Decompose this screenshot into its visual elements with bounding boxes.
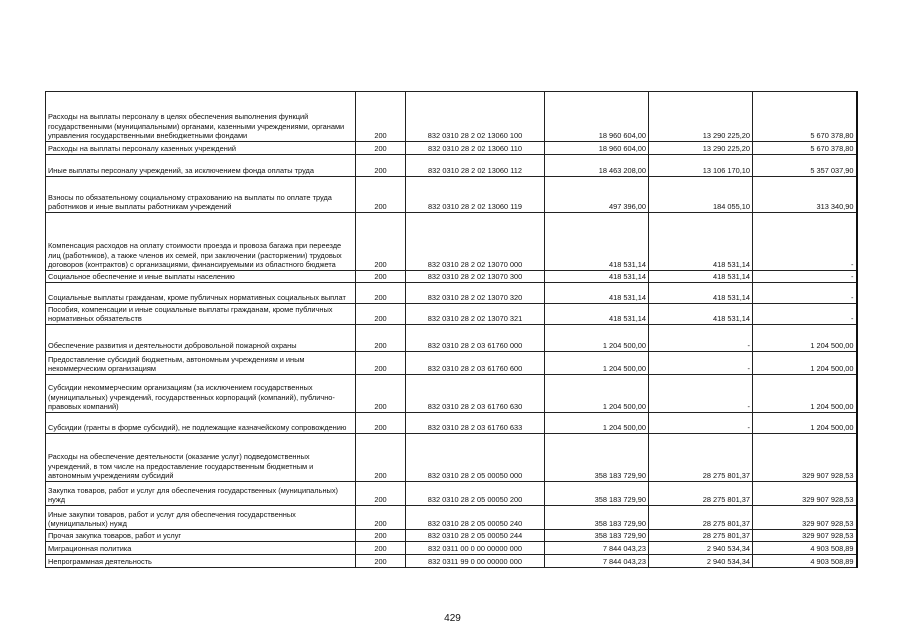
table-row: [46, 304, 857, 325]
row-executed: 28 275 801,37: [649, 506, 753, 530]
row-remaining: 5 670 378,80: [753, 92, 857, 142]
table-row: [46, 155, 857, 177]
row-budget-code: 832 0310 28 2 05 00050 200: [406, 482, 545, 506]
row-name: Непрограммная деятельность: [46, 555, 356, 568]
row-name: Расходы на выплаты персоналу казенных учреждений: [46, 142, 356, 155]
row-name: Социальные выплаты гражданам, кроме публичных нормативных социальных выплат: [46, 283, 356, 304]
table-row: [46, 434, 857, 482]
row-budget-code: 832 0310 28 2 05 00050 000: [406, 434, 545, 482]
row-budget-code: 832 0310 28 2 02 13060 110: [406, 142, 545, 155]
row-name: Взносы по обязательному социальному страхованию на выплаты по оплате труда работников и иные выплаты работникам учреждений: [46, 177, 356, 213]
row-approved: 358 183 729,90: [545, 506, 649, 530]
row-approved: 418 531,14: [545, 213, 649, 271]
row-line-code: 200: [356, 434, 406, 482]
page-number: 429: [444, 613, 461, 624]
row-remaining: 329 907 928,53: [753, 482, 857, 506]
row-approved: 18 960 604,00: [545, 142, 649, 155]
row-remaining: 5 670 378,80: [753, 142, 857, 155]
row-remaining: -: [753, 283, 857, 304]
row-executed: 418 531,14: [649, 271, 753, 283]
table-row: [46, 283, 857, 304]
row-line-code: 200: [356, 155, 406, 177]
row-budget-code: 832 0310 28 2 02 13060 100: [406, 92, 545, 142]
row-approved: 1 204 500,00: [545, 325, 649, 352]
row-executed: 28 275 801,37: [649, 482, 753, 506]
row-remaining: 5 357 037,90: [753, 155, 857, 177]
row-executed: -: [649, 325, 753, 352]
table-row: [46, 482, 857, 506]
row-name: Предоставление субсидий бюджетным, автономным учреждениям и иным некоммерческим организациям: [46, 352, 356, 375]
row-name: Иные закупки товаров, работ и услуг для обеспечения государственных (муниципальных) нужд: [46, 506, 356, 530]
table-row: [46, 375, 857, 413]
table-row: [46, 325, 857, 352]
row-name: Субсидии (гранты в форме субсидий), не подлежащие казначейскому сопровождению: [46, 413, 356, 434]
row-executed: 28 275 801,37: [649, 530, 753, 542]
table-row: [46, 271, 857, 283]
row-name: Расходы на обеспечение деятельности (оказание услуг) подведомственных учреждений, в том числе на предоставление государственным бюджетным и автономным учреждениям субсидий: [46, 434, 356, 482]
table-row: [46, 506, 857, 530]
row-budget-code: 832 0310 28 2 05 00050 244: [406, 530, 545, 542]
row-executed: 13 290 225,20: [649, 142, 753, 155]
row-name: Прочая закупка товаров, работ и услуг: [46, 530, 356, 542]
table-row: [46, 213, 857, 271]
table-row: [46, 413, 857, 434]
row-approved: 7 844 043,23: [545, 542, 649, 555]
row-executed: 184 055,10: [649, 177, 753, 213]
row-executed: 418 531,14: [649, 283, 753, 304]
table-row: [46, 352, 857, 375]
row-name: Компенсация расходов на оплату стоимости проезда и провоза багажа при переезде лиц (работников), а также членов их семей, при заключении (расторжении) трудовых договоров (контрактов) с организациями, финансируемыми из областного бюджета: [46, 213, 356, 271]
row-budget-code: 832 0310 28 2 02 13070 320: [406, 283, 545, 304]
row-name: Субсидии некоммерческим организациям (за исключением государственных (муниципальных) учреждений, государственных корпораций (компаний), публично-правовых компаний): [46, 375, 356, 413]
row-budget-code: 832 0310 28 2 02 13060 119: [406, 177, 545, 213]
row-budget-code: 832 0310 28 2 03 61760 633: [406, 413, 545, 434]
row-remaining: -: [753, 271, 857, 283]
row-line-code: 200: [356, 530, 406, 542]
row-name: Пособия, компенсации и иные социальные выплаты гражданам, кроме публичных нормативных обязательств: [46, 304, 356, 325]
row-line-code: 200: [356, 92, 406, 142]
row-executed: 28 275 801,37: [649, 434, 753, 482]
row-remaining: -: [753, 213, 857, 271]
row-line-code: 200: [356, 142, 406, 155]
row-line-code: 200: [356, 413, 406, 434]
table-row: [46, 142, 857, 155]
row-budget-code: 832 0310 28 2 02 13070 000: [406, 213, 545, 271]
row-budget-code: 832 0310 28 2 02 13070 321: [406, 304, 545, 325]
row-executed: 418 531,14: [649, 213, 753, 271]
row-executed: 13 106 170,10: [649, 155, 753, 177]
row-name: Миграционная политика: [46, 542, 356, 555]
row-remaining: 1 204 500,00: [753, 325, 857, 352]
row-approved: 418 531,14: [545, 283, 649, 304]
row-line-code: 200: [356, 506, 406, 530]
row-remaining: 4 903 508,89: [753, 542, 857, 555]
row-approved: 358 183 729,90: [545, 530, 649, 542]
row-name: Закупка товаров, работ и услуг для обеспечения государственных (муниципальных) нужд: [46, 482, 356, 506]
row-line-code: 200: [356, 283, 406, 304]
table-row: [46, 542, 857, 555]
row-budget-code: 832 0310 28 2 02 13060 112: [406, 155, 545, 177]
row-budget-code: 832 0310 28 2 03 61760 600: [406, 352, 545, 375]
row-executed: 418 531,14: [649, 304, 753, 325]
row-remaining: 329 907 928,53: [753, 434, 857, 482]
row-approved: 418 531,14: [545, 304, 649, 325]
row-name: Социальное обеспечение и иные выплаты населению: [46, 271, 356, 283]
row-approved: 7 844 043,23: [545, 555, 649, 568]
row-budget-code: 832 0310 28 2 05 00050 240: [406, 506, 545, 530]
row-line-code: 200: [356, 304, 406, 325]
row-approved: 1 204 500,00: [545, 352, 649, 375]
row-remaining: 329 907 928,53: [753, 506, 857, 530]
row-remaining: 1 204 500,00: [753, 375, 857, 413]
row-approved: 358 183 729,90: [545, 482, 649, 506]
row-line-code: 200: [356, 352, 406, 375]
row-budget-code: 832 0310 28 2 03 61760 000: [406, 325, 545, 352]
row-budget-code: 832 0310 28 2 03 61760 630: [406, 375, 545, 413]
row-approved: 418 531,14: [545, 271, 649, 283]
row-approved: 1 204 500,00: [545, 413, 649, 434]
row-budget-code: 832 0311 00 0 00 00000 000: [406, 542, 545, 555]
row-approved: 18 960 604,00: [545, 92, 649, 142]
row-executed: 2 940 534,34: [649, 555, 753, 568]
row-approved: 18 463 208,00: [545, 155, 649, 177]
row-remaining: 329 907 928,53: [753, 530, 857, 542]
row-name: Обеспечение развития и деятельности добровольной пожарной охраны: [46, 325, 356, 352]
row-line-code: 200: [356, 271, 406, 283]
row-executed: -: [649, 375, 753, 413]
row-approved: 497 396,00: [545, 177, 649, 213]
row-line-code: 200: [356, 213, 406, 271]
row-approved: 358 183 729,90: [545, 434, 649, 482]
row-line-code: 200: [356, 177, 406, 213]
row-executed: -: [649, 352, 753, 375]
table-row: [46, 555, 857, 568]
row-executed: 2 940 534,34: [649, 542, 753, 555]
row-name: Расходы на выплаты персоналу в целях обеспечения выполнения функций государственными (муниципальными) органами, казенными учреждениями, органами управления государственными внебюджетными фондами: [46, 92, 356, 142]
row-line-code: 200: [356, 542, 406, 555]
row-remaining: 1 204 500,00: [753, 413, 857, 434]
row-executed: 13 290 225,20: [649, 92, 753, 142]
row-line-code: 200: [356, 555, 406, 568]
table-row: [46, 530, 857, 542]
row-remaining: -: [753, 304, 857, 325]
row-line-code: 200: [356, 482, 406, 506]
row-remaining: 1 204 500,00: [753, 352, 857, 375]
row-budget-code: 832 0310 28 2 02 13070 300: [406, 271, 545, 283]
row-remaining: 313 340,90: [753, 177, 857, 213]
row-remaining: 4 903 508,89: [753, 555, 857, 568]
row-executed: -: [649, 413, 753, 434]
row-budget-code: 832 0311 99 0 00 00000 000: [406, 555, 545, 568]
row-approved: 1 204 500,00: [545, 375, 649, 413]
table-body: [46, 92, 857, 568]
budget-table: [45, 91, 858, 568]
row-name: Иные выплаты персоналу учреждений, за исключением фонда оплаты труда: [46, 155, 356, 177]
row-line-code: 200: [356, 375, 406, 413]
row-line-code: 200: [356, 325, 406, 352]
table-row: [46, 177, 857, 213]
table-row: [46, 92, 857, 142]
